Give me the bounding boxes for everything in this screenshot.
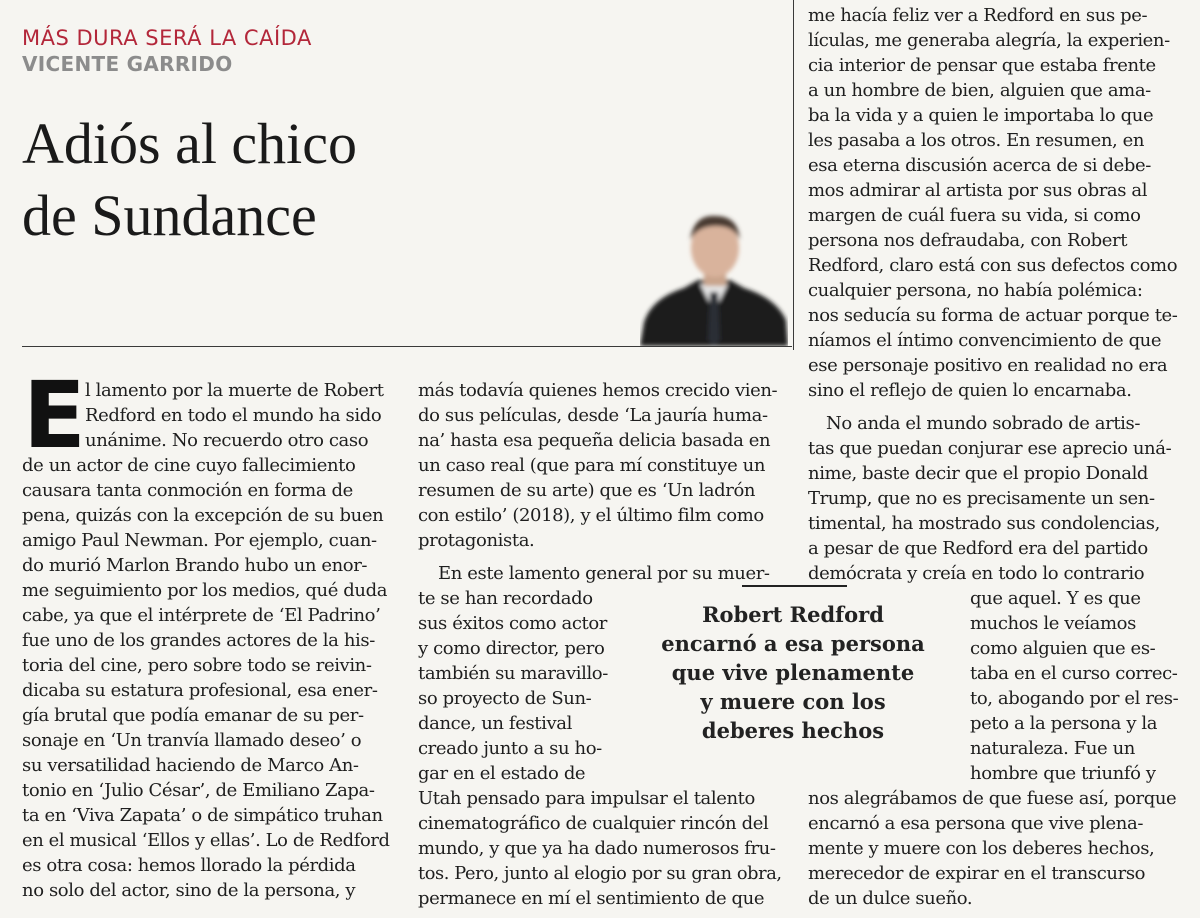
- body-text-line: demócrata y creía en todo lo contrario: [808, 563, 1145, 584]
- body-text-line: do murió Marlon Brando hubo un enor-: [22, 555, 368, 576]
- body-text-line: taba en el curso correc-: [970, 663, 1178, 684]
- header-divider: [22, 346, 792, 347]
- body-text-line: protagonista.: [418, 530, 535, 551]
- body-text-line: te se han recordado: [418, 588, 593, 609]
- body-text-line: muchos le veíamos: [970, 613, 1136, 634]
- body-text-line: sino el reflejo de quien lo encarnaba.: [808, 380, 1132, 401]
- headline-line: de Sundance: [22, 183, 317, 248]
- body-text-line: cia interior de pensar que estaba frente: [808, 55, 1156, 76]
- drop-cap: E: [23, 362, 86, 469]
- body-text-line: peto a la persona y la: [970, 713, 1158, 734]
- body-text-line: permanece en mí el sentimiento de que: [418, 888, 765, 909]
- body-text-line: amigo Paul Newman. Por ejemplo, cuan-: [22, 530, 377, 551]
- body-text-line: so proyecto de Sun-: [418, 688, 592, 709]
- body-text-line: Utah pensado para impulsar el talento: [418, 788, 755, 809]
- pullquote-line: y muere con los: [700, 689, 886, 714]
- body-text-line: cabe, ya que el intérprete de ‘El Padrino’: [22, 605, 381, 626]
- pullquote-line: Robert Redford: [702, 602, 884, 627]
- body-text-line: ba la vida y a quien le importaba lo que: [808, 105, 1154, 126]
- body-text-line: Redford en todo el mundo ha sido: [85, 405, 382, 426]
- body-text-line: nime, baste decir que el propio Donald: [808, 463, 1149, 484]
- body-text-line: también su maravillo-: [418, 663, 608, 684]
- body-text-line: sus éxitos como actor: [418, 613, 608, 634]
- body-text-line: ese personaje positivo en realidad no era: [808, 355, 1168, 376]
- body-text-line: creado junto a su ho-: [418, 738, 602, 759]
- body-text-line: to, abogando por el res-: [970, 688, 1179, 709]
- headline-line: Adiós al chico: [22, 111, 358, 176]
- body-text-line: a pesar de que Redford era del partido: [808, 538, 1148, 559]
- body-text-line: tas que puedan conjurar ese aprecio uná-: [808, 438, 1172, 459]
- body-text-line: No anda el mundo sobrado de artis-: [826, 413, 1141, 434]
- body-text-line: níamos el íntimo convencimiento de que: [808, 330, 1162, 351]
- headline: [22, 108, 357, 252]
- body-text-line: do sus películas, desde ‘La jauría huma-: [418, 405, 768, 426]
- section-kicker: MÁS DURA SERÁ LA CAÍDA: [22, 26, 312, 50]
- body-text-line: de un dulce sueño.: [808, 888, 973, 909]
- body-text-line: su versatilidad haciendo de Marco An-: [22, 755, 359, 776]
- body-text-line: nos alegrábamos de que fuese así, porque: [808, 788, 1177, 809]
- body-text-line: resumen de su arte) que es ‘Un ladrón: [418, 480, 756, 501]
- body-text-line: más todavía quienes hemos crecido vien-: [418, 380, 778, 401]
- body-text-line: que aquel. Y es que: [970, 588, 1141, 609]
- body-text-line: en el musical ‘Ellos y ellas’. Lo de Redford: [22, 830, 390, 851]
- body-text-line: fue uno de los grandes actores de la his-: [22, 630, 375, 651]
- column-divider: [793, 0, 794, 350]
- body-text-line: En este lamento general por su muer-: [438, 563, 770, 584]
- body-text-line: timental, ha mostrado sus condolencias,: [808, 513, 1160, 534]
- body-text-line: tos. Pero, junto al elogio por su gran obra,: [418, 863, 782, 884]
- body-text-line: tonio en ‘Julio César’, de Emiliano Zapa-: [22, 780, 375, 801]
- body-text-line: mente y muere con los deberes hechos,: [808, 838, 1155, 859]
- body-text-line: cualquier persona, no había polémica:: [808, 280, 1143, 301]
- body-text-line: como alguien que es-: [970, 638, 1156, 659]
- pullquote-line: que vive plenamente: [671, 660, 915, 685]
- body-text-line: cinematográfico de cualquier rincón del: [418, 813, 769, 834]
- body-text-line: persona nos defraudaba, con Robert: [808, 230, 1128, 251]
- body-text-line: Trump, que no es precisamente un sen-: [808, 488, 1155, 509]
- body-text-line: mos admirar al artista por sus obras al: [808, 180, 1148, 201]
- body-text-line: me seguimiento por los medios, qué duda: [22, 580, 388, 601]
- author-byline: VICENTE GARRIDO: [22, 52, 233, 76]
- body-text-line: hombre que triunfó y: [970, 763, 1156, 784]
- author-photo: [640, 200, 788, 346]
- body-text-line: con estilo’ (2018), y el último film como: [418, 505, 764, 526]
- body-text-line: toria del cine, pero sobre todo se reivin-: [22, 655, 372, 676]
- body-text-line: mundo, y que ya ha dado numerosos fru-: [418, 838, 776, 859]
- body-text-line: l lamento por la muerte de Robert: [85, 380, 384, 401]
- body-text-line: de un actor de cine cuyo fallecimiento: [22, 455, 356, 476]
- body-text-line: naturaleza. Fue un: [970, 738, 1135, 759]
- body-text-line: pena, quizás con la excepción de su buen: [22, 505, 384, 526]
- pullquote-line: deberes hechos: [701, 718, 885, 743]
- body-text-line: lículas, me generaba alegría, la experien-: [808, 30, 1170, 51]
- body-text-line: esa eterna discusión acerca de si debe-: [808, 155, 1151, 176]
- body-text-line: es otra cosa: hemos llorado la pérdida: [22, 855, 356, 876]
- body-text-line: encarnó a esa persona que vive plena-: [808, 813, 1144, 834]
- body-text-line: dicaba su estatura profesional, esa ener-: [22, 680, 378, 701]
- body-text-line: Redford, claro está con sus defectos como: [808, 255, 1178, 276]
- pullquote-line: encarnó a esa persona: [661, 631, 925, 656]
- body-text-line: merecedor de expirar en el transcurso: [808, 863, 1146, 884]
- body-text-line: gar en el estado de: [418, 763, 586, 784]
- body-text-line: me hacía feliz ver a Redford en sus pe-: [808, 5, 1148, 26]
- body-text-line: no solo del actor, sino de la persona, y: [22, 880, 356, 901]
- body-text-line: unánime. No recuerdo otro caso: [85, 430, 369, 451]
- pullquote-rule: [742, 585, 847, 587]
- body-text-line: gía brutal que podía emanar de su per-: [22, 705, 364, 726]
- body-text-line: nos seducía su forma de actuar porque te-: [808, 305, 1178, 326]
- body-text-line: dance, un festival: [418, 713, 572, 734]
- body-text-line: a un hombre de bien, alguien que ama-: [808, 80, 1151, 101]
- body-text-line: na’ hasta esa pequeña delicia basada en: [418, 430, 771, 451]
- body-text-line: y como director, pero: [418, 638, 605, 659]
- body-text-line: ta en ‘Viva Zapata’ o de simpático truhan: [22, 805, 383, 826]
- body-text-line: causara tanta conmoción en forma de: [22, 480, 353, 501]
- body-text-line: margen de cuál fuera su vida, si como: [808, 205, 1141, 226]
- body-text-line: un caso real (que para mí constituye un: [418, 455, 766, 476]
- body-text-line: les pasaba a los otros. En resumen, en: [808, 130, 1145, 151]
- body-text-line: sonaje en ‘Un tranvía llamado deseo’ o: [22, 730, 362, 751]
